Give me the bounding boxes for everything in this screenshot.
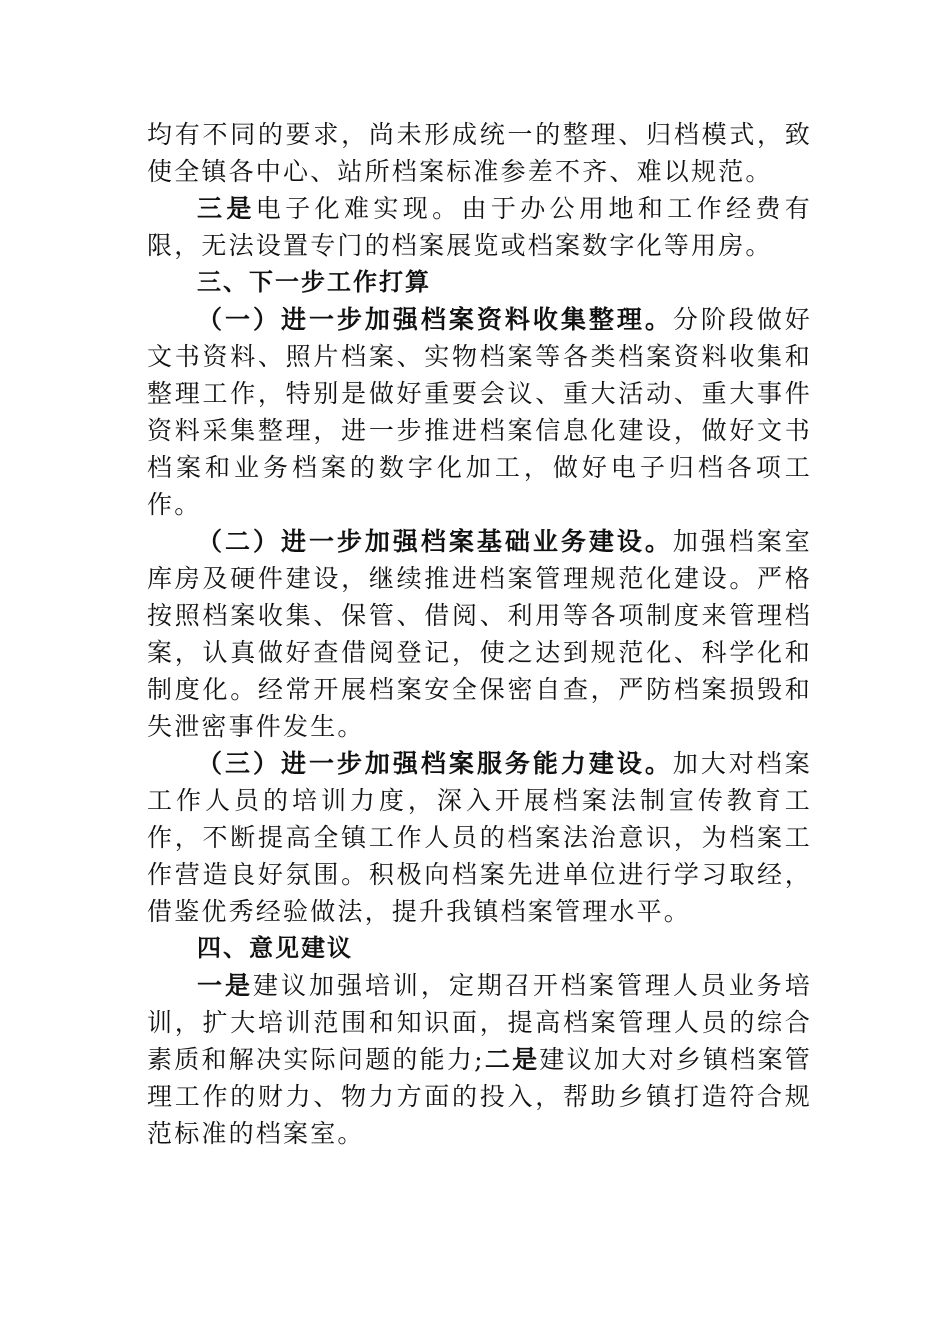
paragraph-4	[147, 523, 812, 745]
paragraph-text: 加强档案室库房及硬件建设，继续推进档案管理规范化建设。严格按照档案收集、保管、借阅、利用等各项制度来管理档案，认真做好查借阅登记，使之达到规范化、科学化和制度化。经常开展档案安全保密自查，严防档案损毁和失泄密事件发生。	[147, 527, 812, 741]
document-body	[147, 116, 812, 1152]
paragraph-6	[147, 967, 812, 1152]
paragraph-text: 电子化难实现。由于办公用地和工作经费有限，无法设置专门的档案展览或档案数字化等用房。	[147, 194, 812, 260]
paragraph-text-2: 建议加大对乡镇档案管理工作的财力、物力方面的投入，帮助乡镇打造符合规范标准的档案室。	[147, 1045, 812, 1148]
paragraph-2	[147, 190, 812, 264]
paragraph-lead: （二）进一步加强档案基础业务建设。	[197, 527, 673, 556]
paragraph-text: 加大对档案工作人员的培训力度，深入开展档案法制宣传教育工作，不断提高全镇工作人员的档案法治意识，为档案工作营造良好氛围。积极向档案先进单位进行学习取经，借鉴优秀经验做法，提升我镇档案管理水平。	[147, 749, 812, 926]
paragraph-lead-1: 一是	[197, 971, 253, 1000]
paragraph-lead-2: 二是	[484, 1045, 540, 1074]
paragraph-1	[147, 116, 812, 190]
paragraph-text: 分阶段做好文书资料、照片档案、实物档案等各类档案资料收集和整理工作，特别是做好重要会议、重大活动、重大事件资料采集整理，进一步推进档案信息化建设，做好文书档案和业务档案的数字化加工，做好电子归档各项工作。	[147, 305, 812, 519]
paragraph-5	[147, 745, 812, 930]
paragraph-lead: 三是	[197, 194, 256, 223]
paragraph-3	[147, 301, 812, 523]
paragraph-text-1: 建议加强培训，定期召开档案管理人员业务培训，扩大培训范围和知识面，提高档案管理人员的综合素质和解决实际问题的能力;	[147, 971, 812, 1074]
section-heading-3: 三、下一步工作打算	[197, 268, 431, 296]
section-heading-4: 四、意见建议	[197, 934, 353, 962]
paragraph-lead: （一）进一步加强档案资料收集整理。	[197, 305, 673, 334]
paragraph-lead: （三）进一步加强档案服务能力建设。	[197, 749, 673, 778]
paragraph-text: 均有不同的要求，尚未形成统一的整理、归档模式，致使全镇各中心、站所档案标准参差不齐、难以规范。	[147, 120, 812, 186]
